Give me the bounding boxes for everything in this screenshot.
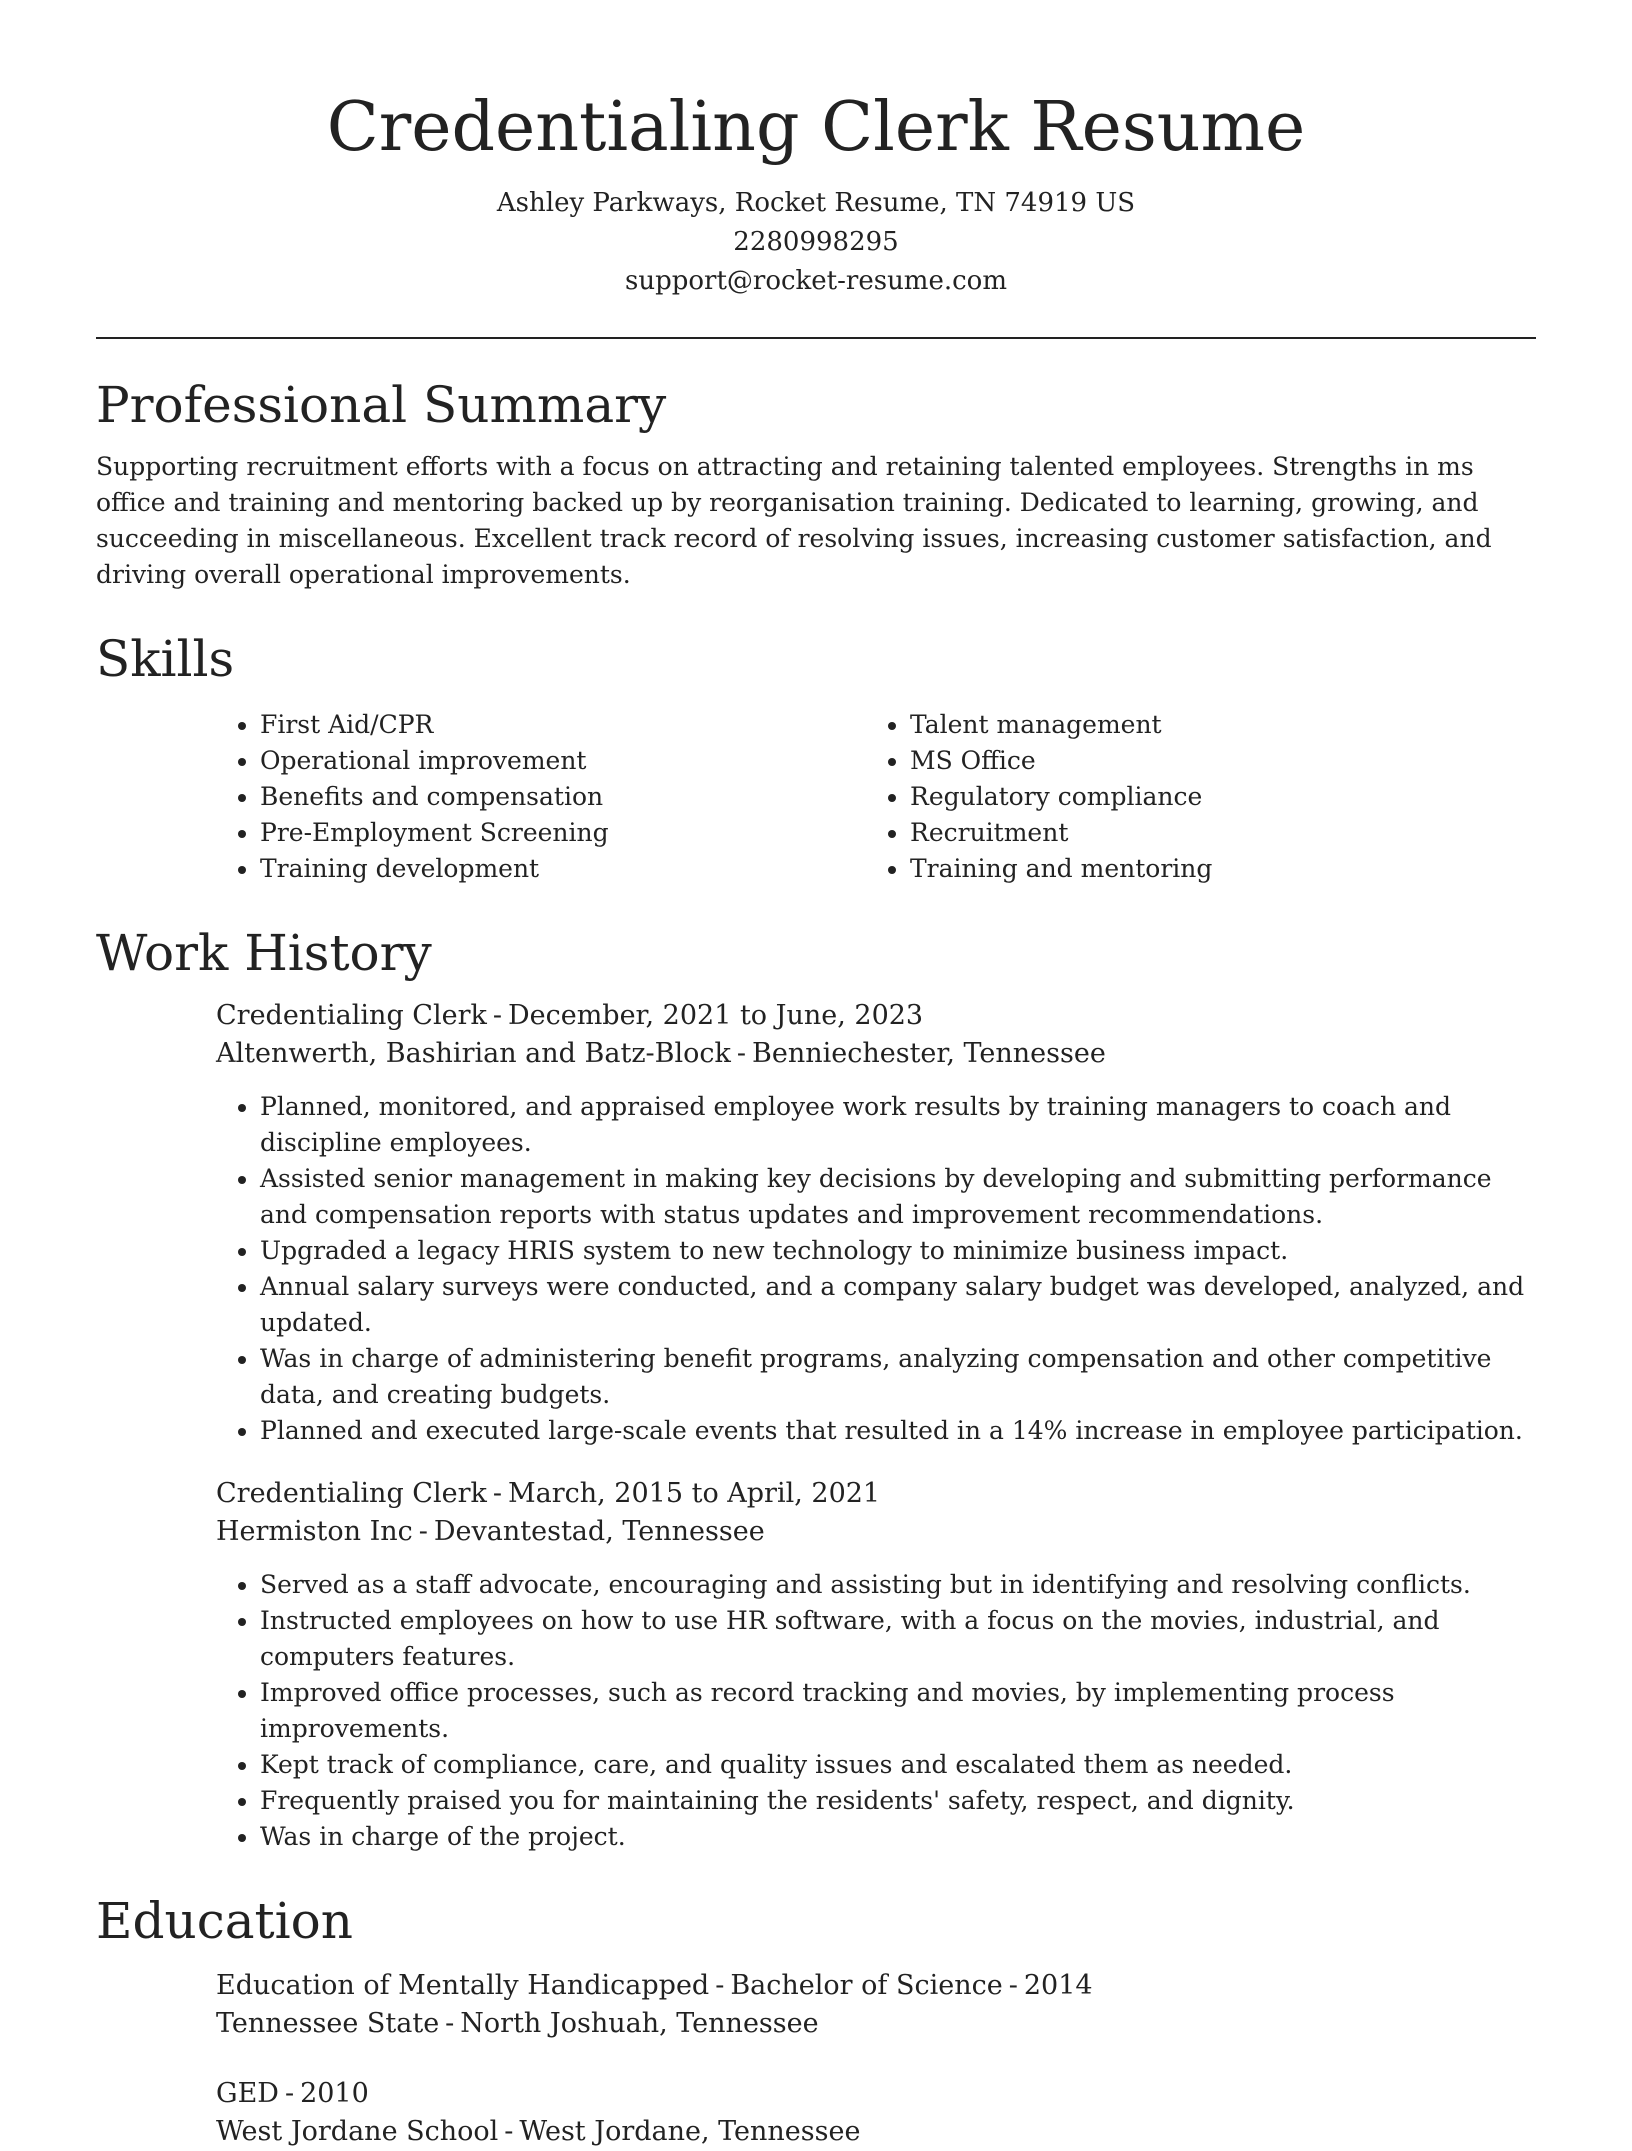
- job-bullet: • Instructed employees on how to use HR software, with a focus on the movies, industrial, and computers features.: [260, 1603, 1536, 1675]
- job-company: Hermiston Inc: [216, 1516, 413, 1547]
- job-bullet: • Was in charge of administering benefit programs, analyzing compensation and other competitive data, and creating budgets.: [260, 1341, 1536, 1413]
- separator: -: [1008, 1970, 1018, 2001]
- separator: -: [284, 2078, 295, 2109]
- contact-block: [96, 184, 1536, 301]
- separator: -: [504, 2116, 514, 2147]
- resume-header: [96, 80, 1536, 301]
- job-bullet: • Kept track of compliance, care, and quality issues and escalated them as needed.: [260, 1747, 1536, 1783]
- skill-item: • Regulatory compliance: [910, 779, 1516, 815]
- job-bullet: • Served as a staff advocate, encouraging and assisting but in identifying and resolving conflicts.: [260, 1567, 1536, 1603]
- skills-heading: Skills: [96, 630, 235, 688]
- skill-item: • Pre-Employment Screening: [260, 815, 866, 851]
- skill-item: • Training development: [260, 851, 866, 887]
- separator: -: [492, 1000, 502, 1031]
- education-location: West Jordane, Tennessee: [519, 2116, 861, 2147]
- skills-section: [96, 629, 1536, 887]
- skill-item: • MS Office: [910, 743, 1516, 779]
- work-history-heading: Work History: [96, 924, 432, 982]
- education-school-line: [216, 2113, 1536, 2151]
- skill-item: • Operational improvement: [260, 743, 866, 779]
- skills-column-left: [216, 707, 866, 887]
- job-bullets: [216, 1567, 1536, 1855]
- skill-item: • First Aid/CPR: [260, 707, 866, 743]
- education-school: West Jordane School: [216, 2116, 499, 2147]
- skill-item: • Recruitment: [910, 815, 1516, 851]
- separator: -: [715, 1970, 725, 2001]
- job-bullet: • Assisted senior management in making key decisions by developing and submitting performance and compensation reports with status updates and improvement recommendations.: [260, 1161, 1536, 1233]
- job-role-line: [216, 997, 1536, 1035]
- job-bullet: • Improved office processes, such as record tracking and movies, by implementing process improvements.: [260, 1675, 1536, 1747]
- summary-heading: Professional Summary: [96, 376, 667, 434]
- resume-title: Credentialing Clerk Resume: [326, 88, 1306, 167]
- education-field: Education of Mentally Handicapped: [216, 1970, 710, 2001]
- job-role-line: [216, 1475, 1536, 1513]
- address: Ashley Parkways, Rocket Resume, TN 74919 US: [496, 188, 1136, 218]
- job-bullet: • Planned, monitored, and appraised employee work results by training managers to coach and discipline employees.: [260, 1089, 1536, 1161]
- job-bullet: • Planned and executed large-scale events that resulted in a 14% increase in employee participation.: [260, 1413, 1536, 1449]
- education-year: 2014: [1023, 1970, 1093, 2001]
- job-role: Credentialing Clerk: [216, 1478, 487, 1509]
- job-company: Altenwerth, Bashirian and Batz-Block: [216, 1038, 731, 1069]
- work-history-section: [96, 923, 1536, 1855]
- job-bullet: • Was in charge of the project.: [260, 1819, 1536, 1855]
- separator: -: [445, 2008, 455, 2039]
- skill-item: • Benefits and compensation: [260, 779, 866, 815]
- resume-page: [96, 80, 1536, 2151]
- summary-text: Supporting recruitment efforts with a focus on attracting and retaining talented employees. Strengths in ms office and training and mentoring backed up by reorganisation training. Dedicated to learning, growing, and succeeding in miscellaneous. Excellent track record of resolving issues, increasing customer satisfaction, and driving overall operational improvements.: [96, 452, 1492, 589]
- job-location: Benniechester, Tennessee: [752, 1038, 1106, 1069]
- summary-section: [96, 375, 1536, 593]
- job-role: Credentialing Clerk: [216, 1000, 487, 1031]
- education-degree: Bachelor of Science: [730, 1970, 1003, 2001]
- job-bullets: [216, 1089, 1536, 1449]
- job-company-line: [216, 1513, 1536, 1551]
- skill-item: • Training and mentoring: [910, 851, 1516, 887]
- job-location: Devantestad, Tennessee: [433, 1516, 765, 1547]
- job-entry: [216, 1475, 1536, 1855]
- education-location: North Joshuah, Tennessee: [460, 2008, 819, 2039]
- education-heading: Education: [96, 1892, 353, 1950]
- education-degree-line: [216, 1967, 1536, 2005]
- job-dates: December, 2021 to June, 2023: [507, 1000, 924, 1031]
- education-field: GED: [216, 2078, 279, 2109]
- job-company-line: [216, 1035, 1536, 1073]
- education-school: Tennessee State: [216, 2008, 440, 2039]
- education-section: [96, 1891, 1536, 2151]
- education-school-line: [216, 2005, 1536, 2043]
- email: support@rocket-resume.com: [624, 266, 1007, 296]
- education-entry: [216, 2075, 1536, 2151]
- skill-item: • Talent management: [910, 707, 1516, 743]
- separator: -: [492, 1478, 502, 1509]
- job-dates: March, 2015 to April, 2021: [507, 1478, 881, 1509]
- education-year: 2010: [300, 2078, 369, 2109]
- separator: -: [736, 1038, 747, 1069]
- job-bullet: • Frequently praised you for maintaining the residents' safety, respect, and dignity.: [260, 1783, 1536, 1819]
- job-bullet: • Upgraded a legacy HRIS system to new technology to minimize business impact.: [260, 1233, 1536, 1269]
- phone: 2280998295: [733, 227, 899, 257]
- header-divider: [96, 337, 1536, 339]
- job-entry: [216, 997, 1536, 1449]
- education-degree-line: [216, 2075, 1536, 2113]
- separator: -: [418, 1516, 428, 1547]
- skills-list: [216, 707, 1536, 887]
- education-entry: [216, 1967, 1536, 2043]
- skills-column-right: [866, 707, 1516, 887]
- job-bullet: • Annual salary surveys were conducted, and a company salary budget was developed, analyzed, and updated.: [260, 1269, 1536, 1341]
